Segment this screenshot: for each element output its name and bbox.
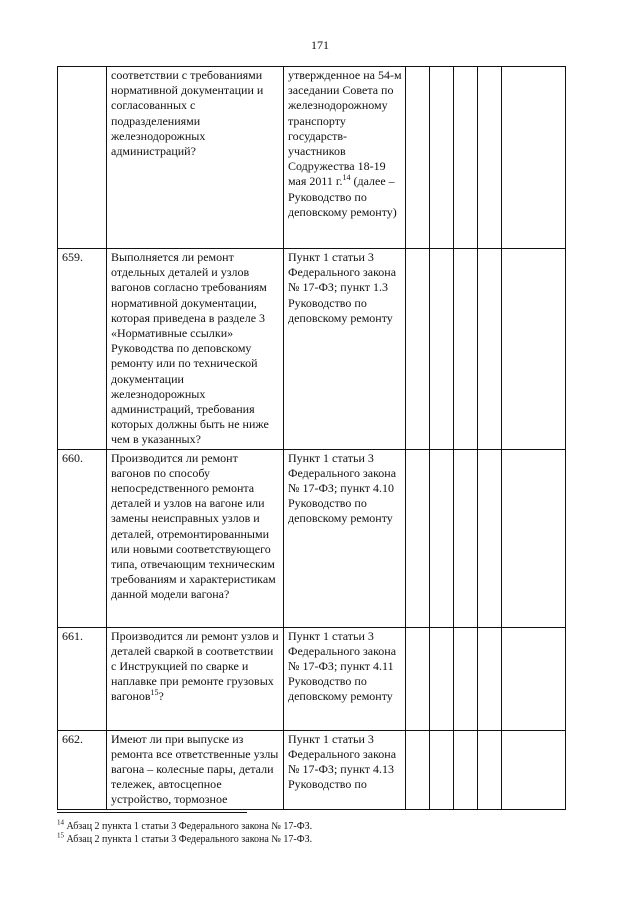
table-row [58,627,566,730]
empty-cell [478,730,502,809]
empty-cell [478,67,502,249]
question-text-tail: ? [158,689,164,704]
footnote-mark: 15 [57,831,64,840]
question-cell: Имеют ли при выпуске из ремонта все ответственные узлы вагона – колесные пары, детали тележек, автосцепное устройство, тормозное [107,730,284,809]
footnote-separator [57,812,247,813]
empty-cell [502,67,566,249]
empty-cell [430,730,454,809]
empty-cell [502,627,566,730]
footnote-15 [57,833,577,846]
empty-cell [406,249,430,450]
question-cell: соответствии с требованиями нормативной документации и согласованных с подразделениями железнодорожных администраций? [107,67,284,249]
empty-cell [454,249,478,450]
empty-cell [406,627,430,730]
footnotes [57,820,577,846]
empty-cell [502,449,566,627]
empty-cell [454,627,478,730]
table-row [58,249,566,450]
empty-cell [454,67,478,249]
item-number-cell: 662. [58,730,107,809]
checklist-table [57,66,566,810]
footnote-text: Абзац 2 пункта 1 статьи 3 Федерального закона № 17-ФЗ. [64,834,313,845]
item-number-cell: 661. [58,627,107,730]
empty-cell [430,449,454,627]
table-row [58,449,566,627]
empty-cell [430,627,454,730]
item-number-cell [58,67,107,249]
empty-cell [430,67,454,249]
footnote-mark: 15 [150,688,159,698]
page-number: 171 [311,38,329,52]
reference-text: утвержденное на 54-м заседании Совета по железнодорожному транспорту государств-участников Содружества 18-19 мая 2011 г. [288,68,402,189]
reference-text-tail: (далее – Руководство по деповскому ремонту) [288,174,397,219]
reference-cell: Пункт 1 статьи 3 Федерального закона № 17-ФЗ; пункт 4.13 Руководство по [284,730,406,809]
question-cell: Выполняется ли ремонт отдельных деталей и узлов вагонов согласно требованиям нормативной документации, которая приведена в разделе 3 «Нормативные ссылки» Руководства по деповскому ремонту или по технической документации железнодорожных администраций, требования которых должны быть не ниже чем в указанных? [107,249,284,450]
empty-cell [406,449,430,627]
reference-cell [284,67,406,249]
empty-cell [502,249,566,450]
question-cell [107,627,284,730]
item-number-cell: 660. [58,449,107,627]
footnote-14 [57,820,577,833]
footnote-mark: 14 [57,818,64,827]
empty-cell [502,730,566,809]
reference-cell: Пункт 1 статьи 3 Федерального закона № 17-ФЗ; пункт 4.10 Руководство по деповскому ремонту [284,449,406,627]
question-text: Производится ли ремонт узлов и деталей сваркой в соответствии с Инструкцией по сварке и наплавке при ремонте грузовых вагонов [111,628,279,704]
empty-cell [478,449,502,627]
footnote-text: Абзац 2 пункта 1 статьи 3 Федерального закона № 17-ФЗ. [64,821,313,832]
empty-cell [454,449,478,627]
footnote-mark: 14 [342,173,351,183]
table-row [58,730,566,809]
empty-cell [478,249,502,450]
empty-cell [406,67,430,249]
reference-cell: Пункт 1 статьи 3 Федерального закона № 17-ФЗ; пункт 1.3 Руководство по деповскому ремонту [284,249,406,450]
question-cell: Производится ли ремонт вагонов по способу непосредственного ремонта деталей и узлов на вагоне или замены неисправных узлов и деталей, отремонтированными или новыми соответствующего типа, отвечающим техническим требованиям и характеристикам данной модели вагона? [107,449,284,627]
empty-cell [406,730,430,809]
item-number-cell: 659. [58,249,107,450]
reference-cell: Пункт 1 статьи 3 Федерального закона № 17-ФЗ; пункт 4.11 Руководство по деповскому ремонту [284,627,406,730]
table-row [58,67,566,249]
empty-cell [478,627,502,730]
empty-cell [454,730,478,809]
empty-cell [430,249,454,450]
